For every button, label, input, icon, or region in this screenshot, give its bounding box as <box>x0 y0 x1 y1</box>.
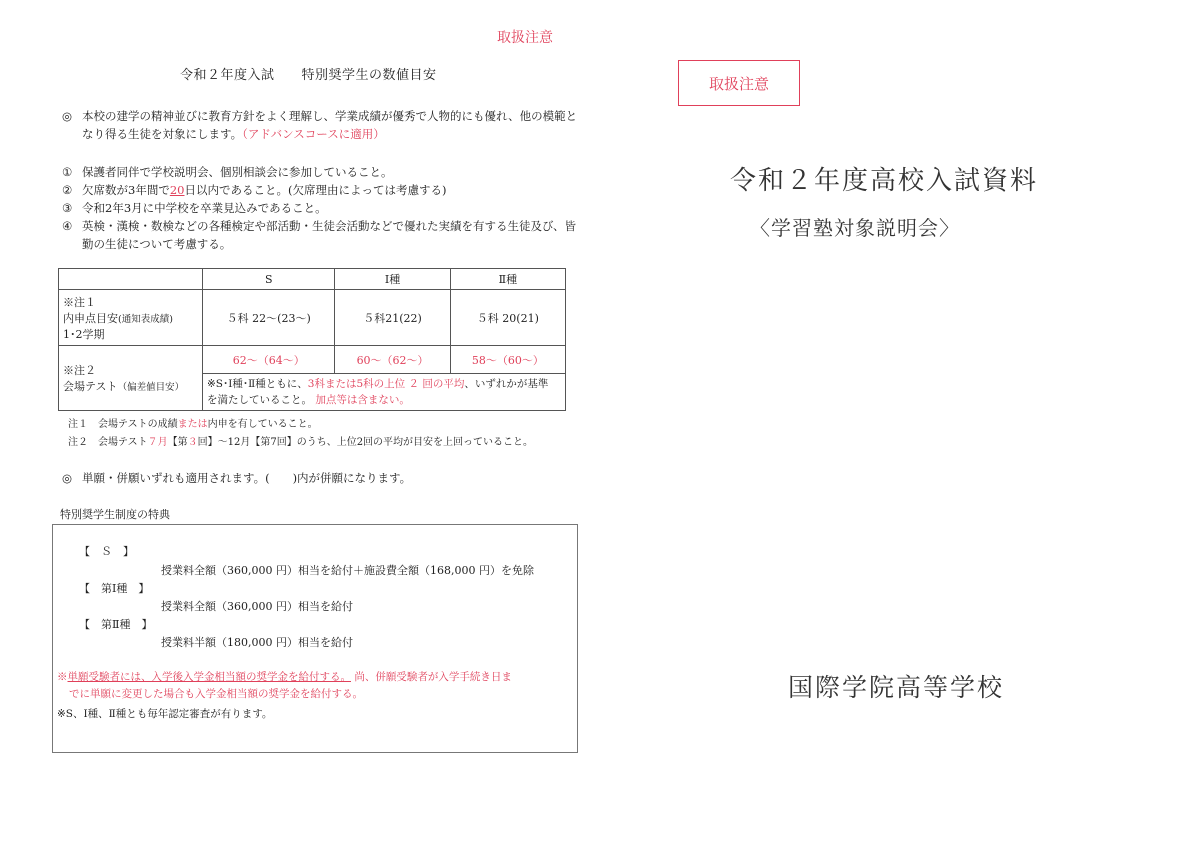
benefit-label-type1: 【 第Ⅰ種 】 <box>79 582 150 595</box>
benefits-box <box>52 524 578 753</box>
condition-item-continued: 勤の生徒について考慮する。 <box>82 237 232 251</box>
benefits-heading: 特別奨学生制度の特典 <box>60 508 170 521</box>
table-header-blank <box>59 269 203 290</box>
handling-note: 取扱注意 <box>497 30 553 46</box>
benefit-label-type2: 【 第Ⅱ種 】 <box>79 618 153 631</box>
cell-type1-grades: ５科21(22) <box>335 290 450 346</box>
benefit-text-type2: 授業料半額（180,000 円）相当を給付 <box>161 636 353 649</box>
cell-type1-test: 60～（62～） <box>335 346 450 374</box>
benefits-review-note: ※S、Ⅰ種、Ⅱ種とも毎年認定審査が有ります。 <box>57 708 273 720</box>
criteria-table <box>58 268 566 411</box>
intro-paragraph <box>62 107 582 143</box>
double-circle-mark: ◎ <box>62 109 73 123</box>
benefit-text-s: 授業料全額（360,000 円）相当を給付＋施設費全額（168,000 円）を免除 <box>161 564 534 577</box>
school-name: 国際学院高等学校 <box>788 673 1005 702</box>
cover-subtitle: 〈学習塾対象説明会〉 <box>750 216 960 240</box>
cell-type2-grades: ５科 20(21) <box>450 290 565 346</box>
table-footnotes <box>68 416 533 452</box>
benefit-label-s: 【 Ｓ 】 <box>79 545 134 558</box>
table-header-row <box>59 269 566 290</box>
condition-item: ③ 令和2年3月に中学校を卒業見込みであること。 <box>62 201 327 215</box>
cell-s-grades: ５科 22～(23～) <box>203 290 335 346</box>
condition-item: ② 欠席数が3年間で20日以内であること。(欠席理由によっては考慮する) <box>62 183 447 197</box>
benefit-text-type1: 授業料全額（360,000 円）相当を給付 <box>161 600 353 613</box>
handling-stamp: 取扱注意 <box>678 60 800 106</box>
footnote-1: 注１ 会場テストの成績または内申を有していること。 <box>68 419 318 430</box>
table-header-type2: Ⅱ種 <box>450 269 565 290</box>
table-header-s: S <box>203 269 335 290</box>
page-title: 令和２年度入試 特別奨学生の数値目安 <box>180 68 437 83</box>
test-criteria-note: ※S･Ⅰ種･Ⅱ種ともに、3科または5科の上位 ２ 回の平均、いずれかが基準 を満たしていること。 加点等は含まない。 <box>203 374 566 411</box>
row-label-grades: ※注１ 内申点目安(通知表成績) 1･2学期 <box>59 290 203 346</box>
cover-title: 令和２年度高校入試資料 <box>730 166 1039 196</box>
benefits-red-note: ※単願受験者には、入学後入学金相当額の奨学金を給付する。 尚、併願受験者が入学手続き日ま でに単願に変更した場合も入学金相当額の奨学金を給付する。 <box>57 671 512 700</box>
table-header-type1: Ⅰ種 <box>335 269 450 290</box>
cell-type2-test: 58～（60～） <box>450 346 565 374</box>
footnote-2: 注２ 会場テスト７月【第３回】～12月【第7回】のうち、上位2回の平均が目安を上回っていること。 <box>68 437 534 448</box>
table-row <box>59 290 566 346</box>
intro-line2-red: （アドバンスコースに適用） <box>242 127 385 141</box>
application-note: ◎ 単願・併願いずれも適用されます。( )内が併願になります。 <box>62 471 412 485</box>
condition-item: ① 保護者同伴で学校説明会、個別相談会に参加していること。 <box>62 165 393 179</box>
intro-line1: 本校の建学の精神並びに教育方針をよく理解し、学業成績が優秀で人物的にも優れ、他の模範と <box>82 109 578 123</box>
intro-line2: なり得る生徒を対象にします。 <box>82 127 243 141</box>
cell-s-test: 62～（64～） <box>203 346 335 374</box>
row-label-test: ※注２ 会場テスト（偏差値目安） <box>59 346 203 411</box>
condition-item: ④ 英検・漢検・数検などの各種検定や部活動・生徒会活動などで優れた実績を有する生徒及び、皆 <box>62 219 577 233</box>
conditions-list <box>62 163 582 253</box>
table-row <box>59 346 566 374</box>
